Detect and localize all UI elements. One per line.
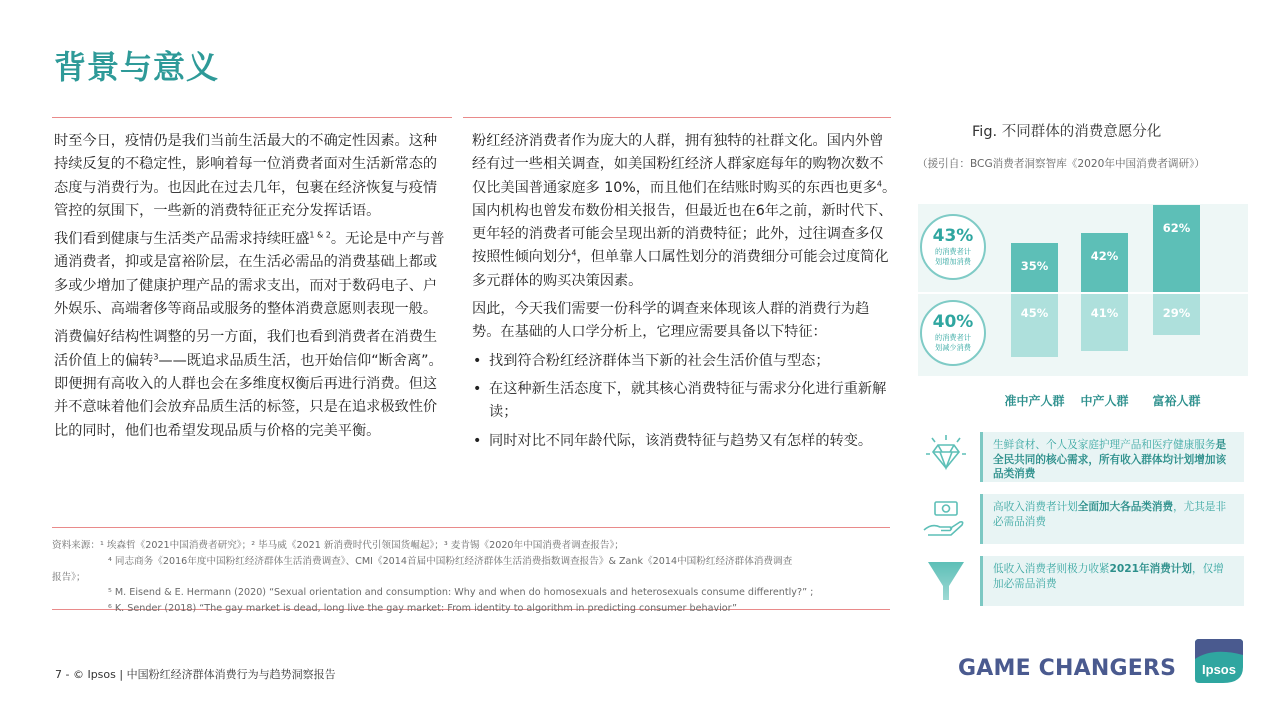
figure-title: Fig. 不同群体的消费意愿分化 (972, 124, 1162, 140)
info-card-text: 高收入消费者计划全面加大各品类消费，尤其是非必需品消费 (980, 494, 1244, 544)
info-card (918, 494, 1244, 544)
decrease-pct: 40% (932, 312, 974, 332)
page-title: 背景与意义 (54, 48, 220, 86)
middle-paragraph-2: 因此，今天我们需要一份科学的调查来体现该人群的消费行为趋势。在基础的人口学分析上，它理应需要具备以下特征： (472, 301, 870, 341)
info-card-text: 生鲜食材、个人及家庭护理产品和医疗健康服务是全民共同的核心需求，所有收入群体均计划增加该品类消费 (980, 432, 1244, 482)
money-hand-icon (918, 494, 974, 544)
increase-pct: 43% (932, 226, 974, 246)
source-line: ⁴ 同志商务《2016年度中国粉红经济群体生活消费调查》、CMI《2014首届中国粉红经济群体生活消费指数调查报告》& Zank《2014中国粉红经济群体消费调查 (108, 555, 793, 567)
diamond-icon (918, 432, 974, 482)
category-label: 中产人群 (1080, 394, 1129, 408)
source-line: 资料来源：¹ 埃森哲《2021中国消费者研究》；² 毕马威《2021 新消费时代引领国货崛起》；³ 麦肯锡《2020年中国消费者调查报告》； (52, 540, 624, 551)
category-label: 准中产人群 (1004, 394, 1065, 408)
increase-caption: 的消费者计 (935, 247, 971, 256)
figure-citation: （援引自：BCG消费者洞察智库《2020年中国消费者调研》） (917, 158, 1206, 170)
decrease-caption: 划减少消费 (935, 343, 971, 352)
left-paragraph-3: 消费偏好结构性调整的另一方面，我们也看到消费者在消费生活价值上的偏转$^3$——既追求品质生活，也开始信仰“断舍离”。即便拥有高收入的人群也会在多维度权衡后再进行消费。但这并不意味着他们会放弃品质生活的标签，只是在追求极致性价比的同时，他们也希望发现品质与价格的完美平衡。 (54, 329, 443, 439)
sources-note (52, 538, 902, 617)
list-item: • 在这种新生活态度下，就其核心消费特征与需求分化进行重新解读； (472, 378, 897, 425)
feature-list (472, 350, 897, 453)
left-paragraph-1: 时至今日，疫情仍是我们当前生活最大的不确定性因素。这种持续反复的不稳定性，影响着每一位消费者面对生活新常态的态度与消费行为。也因此在过去几年，包裹在经济恢复与疫情管控的氛围下，一些新的消费特征正充分发挥话语。 (54, 133, 438, 219)
source-line: ⁶ K. Sender (2018) “The gay market is dead, long live the gay market: From identity to algorithm in predicting consumer behavior” (108, 603, 737, 615)
bar-increase (1153, 205, 1200, 292)
decrease-circle (920, 300, 986, 366)
bar-value-label: 62% (1162, 221, 1191, 236)
info-card (918, 432, 1244, 482)
page-footer: 7 - © Ipsos | 中国粉红经济群体消费行为与趋势洞察报告 (55, 668, 336, 681)
decrease-caption: 的消费者计 (935, 333, 971, 342)
bar-value-label: 41% (1090, 306, 1119, 320)
source-line: 报告》； (52, 571, 86, 583)
category-label: 富裕人群 (1152, 394, 1201, 408)
divider-sources-top (52, 527, 890, 528)
left-paragraph-2: 我们看到健康与生活类产品需求持续旺盛$^{1 \& 2}$。无论是中产与普通消费者，抑或是富裕阶层，在生活必需品的消费基础上都或多或少增加了健康护理产品的需求支出，而对于数码电子、户外娱乐、高端奢侈等商品或服务的整体消费意愿则表现一般。 (54, 230, 445, 318)
info-card-text: 低收入消费者则极力收紧2021年消费计划，仅增加必需品消费 (980, 556, 1244, 606)
middle-paragraph-1: 粉红经济消费者作为庞大的人群，拥有独特的社群文化。国内外曾经有过一些相关调查，如美国粉红经济人群家庭每年的购物次数不仅比美国普通家庭多 10%，而且他们在结账时购买的东西也更多$^4$。国内机构也曾发布数份相关报告，但最近也在6年之前，新时代下、更年轻的消费者可能会呈现出新的消费特征；此外，过往调查多仅按照性倾向划分$^4$，但单靠人口属性划分的消费细分可能会过度简化多元群体的购买决策因素。 (472, 133, 897, 289)
divider-middle-top (463, 117, 891, 118)
ipsos-logo (1193, 637, 1245, 685)
increase-circle (920, 214, 986, 280)
bar-value-label: 42% (1090, 249, 1119, 264)
ipsos-logo-text: Ipsos (1202, 662, 1236, 677)
info-card (918, 556, 1244, 606)
increase-caption: 划增加消费 (935, 257, 971, 266)
bar-value-label: 45% (1020, 306, 1049, 320)
bar-decrease (1081, 294, 1128, 351)
bar-value-label: 29% (1162, 306, 1191, 320)
list-item: • 找到符合粉红经济群体当下新的社会生活价值与型态； (472, 350, 897, 373)
list-item: • 同时对比不同年龄代际，该消费特征与趋势又有怎样的转变。 (472, 430, 897, 453)
left-column (54, 130, 451, 448)
middle-column (472, 130, 897, 458)
divider-left-top (52, 117, 452, 118)
source-line: ⁵ M. Eisend & E. Hermann (2020) “Sexual orientation and consumption: Why and when do homosexuals and heterosexuals consume differently?” ; (108, 587, 814, 599)
consumption-chart (918, 176, 1248, 416)
bar-decrease (1011, 294, 1058, 357)
funnel-icon (918, 556, 974, 606)
brand-tagline: GAME CHANGERS (958, 656, 1177, 681)
bar-value-label: 35% (1020, 259, 1049, 273)
